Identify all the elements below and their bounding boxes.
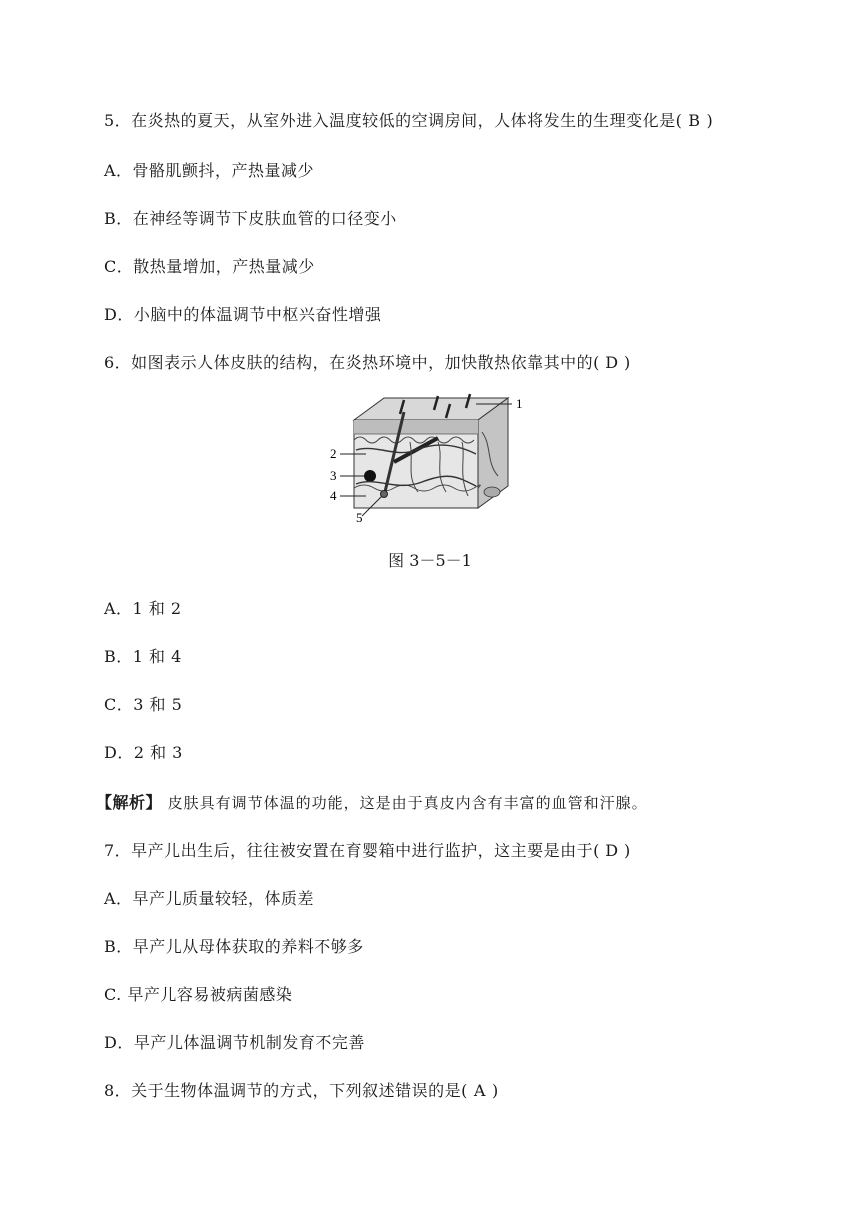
question-7-close: ) bbox=[623, 841, 631, 860]
question-5-answer: B bbox=[688, 111, 701, 130]
figure-caption: 图 3－5－1 bbox=[388, 551, 472, 570]
question-7-stem: 7．早产儿出生后，往往被安置在育婴箱中进行监护，这主要是由于( bbox=[104, 841, 600, 860]
question-6-answer: D bbox=[605, 353, 619, 372]
question-8-close: ) bbox=[491, 1081, 499, 1100]
question-5-option-b: B．在神经等调节下皮肤血管的口径变小 bbox=[104, 209, 397, 228]
question-6-option-d: D．2 和 3 bbox=[104, 743, 183, 762]
question-5-option-a: A．骨骼肌颤抖，产热量减少 bbox=[104, 161, 315, 180]
question-7-option-d: D．早产儿体温调节机制发育不完善 bbox=[104, 1033, 365, 1052]
question-6 bbox=[104, 350, 631, 373]
question-6-option-c: C．3 和 5 bbox=[104, 695, 183, 714]
question-7-answer: D bbox=[605, 841, 619, 860]
question-5-close: ) bbox=[706, 111, 714, 130]
question-5 bbox=[104, 108, 713, 131]
question-8-stem: 8．关于生物体温调节的方式，下列叙述错误的是( bbox=[104, 1081, 468, 1100]
question-6-stem: 6．如图表示人体皮肤的结构，在炎热环境中，加快散热依靠其中的( bbox=[104, 353, 600, 372]
figure-label-1: 1 bbox=[516, 396, 523, 411]
analysis-tag: 【解析】 bbox=[96, 793, 163, 812]
figure-label-4: 4 bbox=[330, 488, 337, 503]
question-6-option-b: B．1 和 4 bbox=[104, 647, 182, 666]
question-5-option-d: D．小脑中的体温调节中枢兴奋性增强 bbox=[104, 305, 382, 324]
question-7-option-b: B．早产儿从母体获取的养料不够多 bbox=[104, 937, 364, 956]
analysis-text: 皮肤具有调节体温的功能，这是由于真皮内含有丰富的血管和汗腺。 bbox=[167, 794, 648, 812]
question-8-answer: A bbox=[473, 1081, 486, 1100]
question-6-option-a: A．1 和 2 bbox=[104, 599, 182, 618]
figure-label-3: 3 bbox=[330, 468, 337, 483]
question-5-stem: 5．在炎热的夏天，从室外进入温度较低的空调房间，人体将发生的生理变化是( bbox=[104, 111, 683, 130]
figure-label-5: 5 bbox=[356, 510, 363, 524]
question-7-option-a: A．早产儿质量较轻，体质差 bbox=[104, 889, 315, 908]
question-8 bbox=[104, 1078, 499, 1101]
question-6-analysis bbox=[96, 790, 648, 813]
question-7-option-c: C. 早产儿容易被病菌感染 bbox=[104, 985, 293, 1004]
skin-structure-figure bbox=[326, 392, 536, 524]
figure-label-2: 2 bbox=[330, 446, 337, 461]
question-5-option-c: C．散热量增加，产热量减少 bbox=[104, 257, 315, 276]
question-6-close: ) bbox=[623, 353, 631, 372]
question-7 bbox=[104, 838, 631, 861]
